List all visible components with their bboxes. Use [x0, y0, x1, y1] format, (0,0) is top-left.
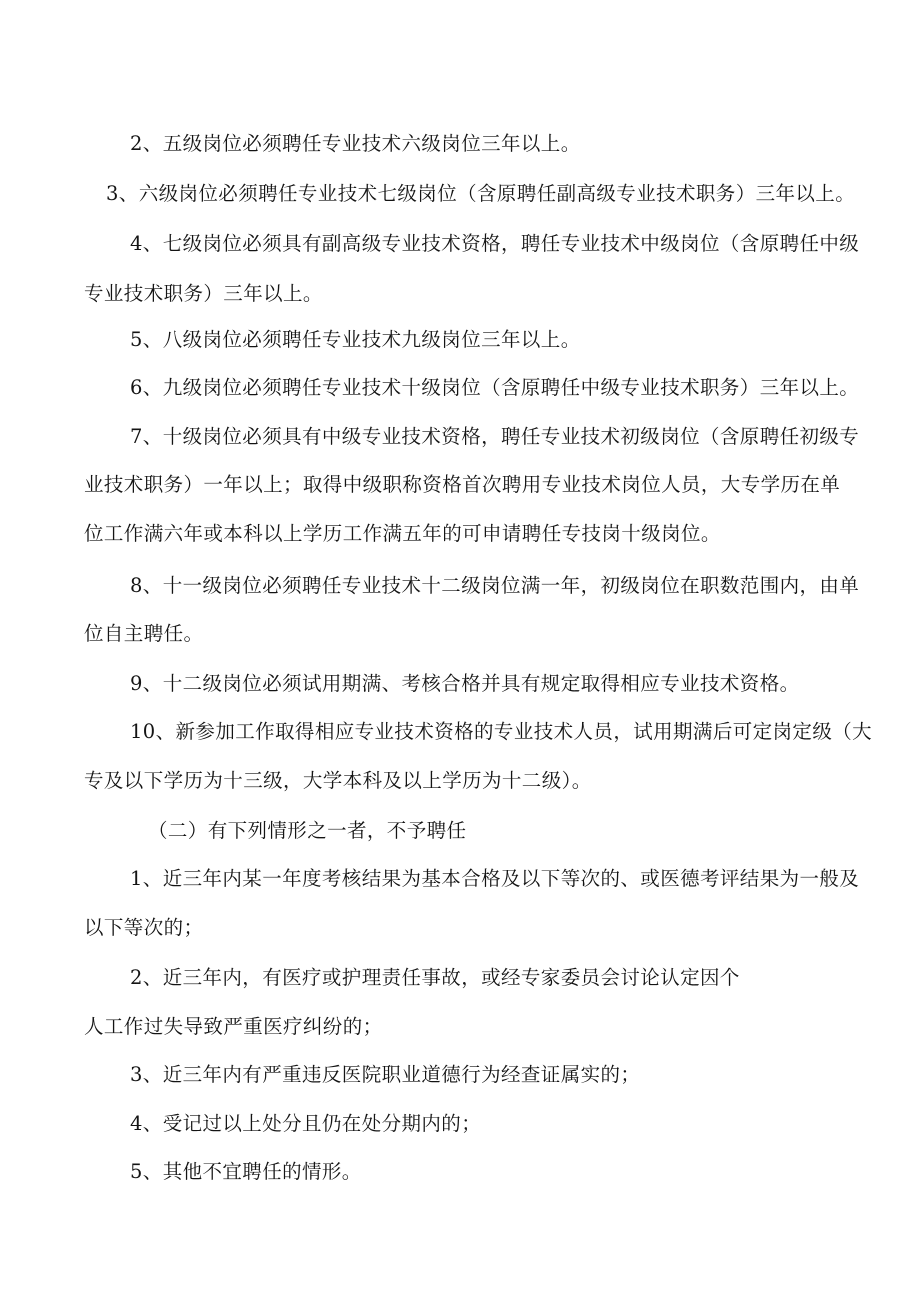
text-line-20: 3、近三年内有严重违反医院职业道德行为经查证属实的； [130, 1063, 641, 1086]
text-line-8: 业技术职务）一年以上；取得中级职称资格首次聘用专业技术岗位人员，大专学历在单 [84, 473, 841, 496]
text-line-1: 2、五级岗位必须聘任专业技术六级岗位三年以上。 [130, 132, 581, 155]
text-line-18: 2、近三年内，有医疗或护理责任事故，或经专家委员会讨论认定因个 [130, 966, 740, 989]
text-line-11: 位自主聘任。 [84, 622, 204, 645]
text-line-7: 7、十级岗位必须具有中级专业技术资格，聘任专业技术初级岗位（含原聘任初级专 [130, 425, 860, 448]
text-line-14: 专及以下学历为十三级，大学本科及以上学历为十二级）。 [84, 769, 592, 792]
text-line-9: 位工作满六年或本科以上学历工作满五年的可申请聘任专技岗十级岗位。 [84, 522, 721, 545]
text-line-13: 10、新参加工作取得相应专业技术资格的专业技术人员，试用期满后可定岗定级（大 [130, 720, 873, 743]
text-line-21: 4、受记过以上处分且仍在处分期内的； [130, 1112, 482, 1135]
text-line-19: 人工作过失导致严重医疗纠纷的； [84, 1015, 383, 1038]
text-line-10: 8、十一级岗位必须聘任专业技术十二级岗位满一年，初级岗位在职数范围内，由单 [130, 574, 860, 597]
section-heading: （二）有下列情形之一者，不予聘任 [148, 819, 467, 842]
text-line-12: 9、十二级岗位必须试用期满、考核合格并具有规定取得相应专业技术资格。 [130, 672, 800, 695]
text-line-5: 5、八级岗位必须聘任专业技术九级岗位三年以上。 [130, 328, 581, 351]
text-line-2: 3、六级岗位必须聘任专业技术七级岗位（含原聘任副高级专业技术职务）三年以上。 [106, 182, 856, 205]
text-line-4: 专业技术职务）三年以上。 [84, 282, 323, 305]
text-line-17: 以下等次的； [84, 916, 204, 939]
text-line-22: 5、其他不宜聘任的情形。 [130, 1160, 362, 1183]
text-line-3: 4、七级岗位必须具有副高级专业技术资格，聘任专业技术中级岗位（含原聘任中级 [130, 232, 860, 255]
text-line-16: 1、近三年内某一年度考核结果为基本合格及以下等次的、或医德考评结果为一般及 [130, 867, 860, 890]
text-line-6: 6、九级岗位必须聘任专业技术十级岗位（含原聘任中级专业技术职务）三年以上。 [130, 376, 860, 399]
